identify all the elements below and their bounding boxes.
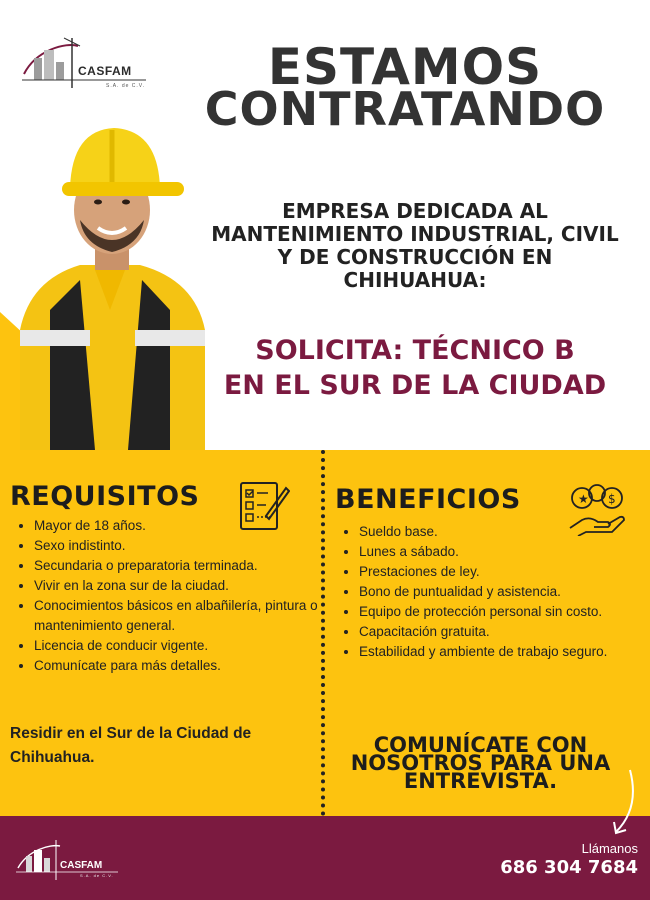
requisitos-list — [10, 516, 334, 676]
cta-line2: NOSOTROS PARA UNA — [350, 751, 611, 775]
phone-number[interactable]: 686 304 7684 — [500, 857, 638, 878]
beneficios-title: BENEFICIOS — [335, 484, 521, 515]
list-item: • Conocimientos básicos en albañilería, pintura o mantenimiento general. — [34, 596, 334, 636]
cta-text — [328, 733, 633, 793]
list-item: • Licencia de conducir vigente. — [34, 636, 334, 656]
cta-line3: ENTREVISTA. — [403, 769, 558, 793]
list-item: • Sexo indistinto. — [34, 536, 334, 556]
headline-line2: CONTRATANDO — [204, 82, 606, 136]
cta-line1: COMUNÍCATE CON — [373, 733, 588, 757]
requisitos-title: REQUISITOS — [10, 481, 200, 512]
curved-arrow-icon — [600, 768, 640, 840]
call-label: Llámanos — [581, 841, 638, 856]
list-item: • Comunícate para más detalles. — [34, 656, 334, 676]
company-line2: MANTENIMIENTO INDUSTRIAL, CIVIL — [211, 222, 619, 246]
beneficios-list — [335, 522, 650, 662]
casfam-logo — [18, 36, 150, 94]
company-line4: CHIHUAHUA: — [343, 268, 487, 292]
list-item: • Bono de puntualidad y asistencia. — [359, 582, 650, 602]
list-item: • Mayor de 18 años. — [34, 516, 334, 536]
company-line3: Y DE CONSTRUCCIÓN EN — [277, 245, 553, 269]
logo-sub: S.A. de C.V. — [106, 83, 146, 89]
svg-text:$: $ — [608, 492, 616, 506]
list-item: • Prestaciones de ley. — [359, 562, 650, 582]
list-item: • Secundaria o preparatoria terminada. — [34, 556, 334, 576]
headline-line1: ESTAMOS — [267, 38, 543, 96]
list-item: • Estabilidad y ambiente de trabajo seguro. — [359, 642, 650, 662]
company-description — [200, 200, 630, 292]
logo-name: CASFAM — [78, 64, 132, 78]
worker-photo — [10, 120, 210, 450]
solicita-line2: EN EL SUR DE LA CIUDAD — [223, 370, 607, 401]
company-line1: EMPRESA DEDICADA AL — [282, 199, 548, 223]
footer-logo-name: CASFAM — [60, 860, 103, 871]
list-item: • Sueldo base. — [359, 522, 650, 542]
svg-text:★: ★ — [578, 492, 589, 506]
list-item: • Vivir en la zona sur de la ciudad. — [34, 576, 334, 596]
list-item: • Lunes a sábado. — [359, 542, 650, 562]
list-item: • Capacitación gratuita. — [359, 622, 650, 642]
solicita-line1: SOLICITA: TÉCNICO B — [255, 335, 575, 366]
footer-logo-sub: S.A. de C.V. — [80, 873, 114, 878]
residir-note: Residir en el Sur de la Ciudad de Chihuahua. — [10, 725, 252, 766]
list-item: • Equipo de protección personal sin costo. — [359, 602, 650, 622]
